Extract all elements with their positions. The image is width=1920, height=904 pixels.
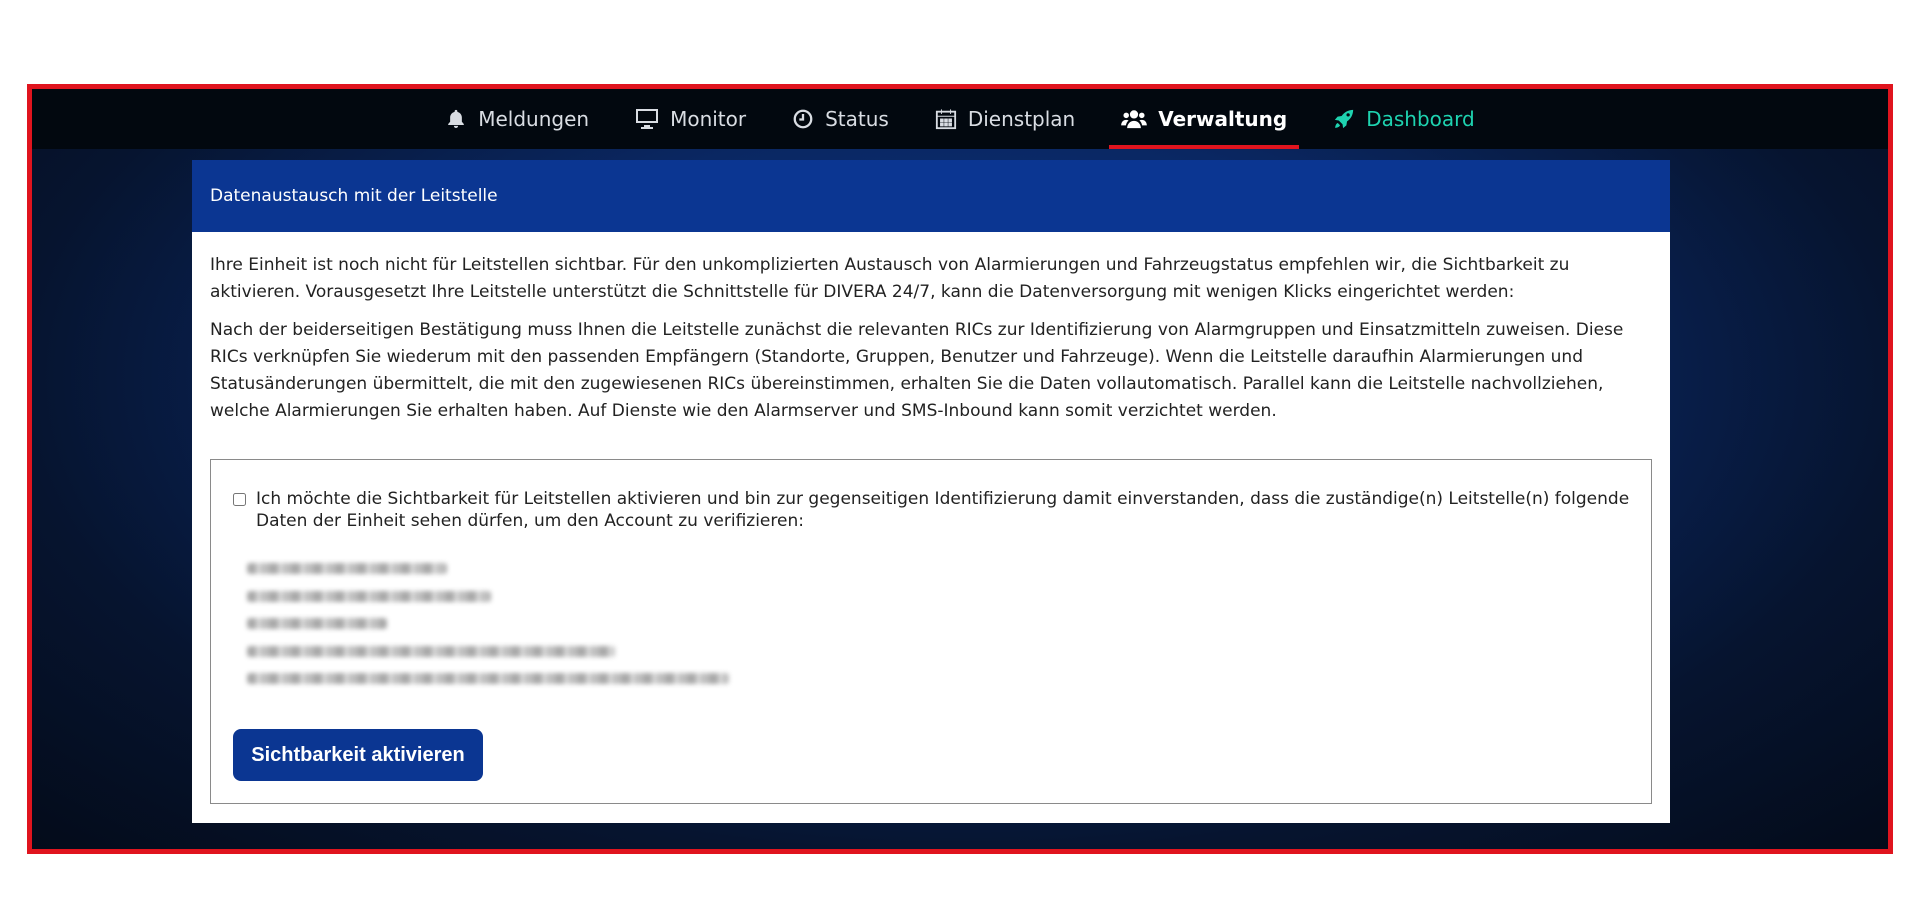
users-icon (1121, 108, 1147, 130)
redacted-line (247, 673, 729, 684)
nav-label: Verwaltung (1158, 107, 1288, 131)
redacted-line (247, 563, 447, 574)
intro-paragraph: Ihre Einheit ist noch nicht für Leitstellen sichtbar. Für den unkomplizierten Austausch von Alarmierungen und Fahrzeugstatus empfehlen wir, die Sichtbarkeit zu aktivieren. Vorausgesetzt Ihre Leitstelle unterstützt die Schnittstelle für DIVERA 24/7, kann die Datenversorgung mit wenigen Klicks eingerichtet werden: (210, 255, 1570, 302)
nav-verwaltung[interactable] (1109, 89, 1299, 149)
details-paragraph: Nach der beiderseitigen Bestätigung muss Ihnen die Leitstelle zunächst die relevanten RICs zur Identifizierung von Alarmgruppen und Einsatzmitteln zuweisen. Diese RICs verknüpfen Sie wiederum mit den passenden Empfängern (Standorte, Gruppen, Benutzer und Fahrzeuge). Wenn die Leitstelle daraufhin Alarmierungen und Statusänderungen übermittelt, die mit den zugewiesenen RICs übereinstimmen, erhalten Sie die Daten vollautomatisch. Parallel kann die Leitstelle nachvollziehen, welche Alarmierungen Sie erhalten haben. Auf Dienste wie den Alarmserver und SMS-Inbound kann somit verzichtet werden. (210, 320, 1624, 421)
nav-dashboard[interactable] (1321, 89, 1487, 149)
redacted-data-list (247, 563, 729, 701)
nav-dienstplan[interactable] (923, 89, 1087, 149)
nav-meldungen[interactable] (433, 89, 601, 149)
nav-label: Dashboard (1366, 107, 1475, 131)
activate-visibility-button[interactable]: Sichtbarkeit aktivieren (233, 729, 483, 781)
nav-label: Meldungen (478, 107, 590, 131)
calendar-icon (935, 108, 957, 130)
nav-status[interactable] (780, 89, 901, 149)
clock-icon (792, 108, 814, 130)
redacted-line (247, 591, 491, 602)
consent-checkbox[interactable] (233, 493, 246, 506)
rocket-icon (1333, 108, 1355, 130)
consent-box (210, 459, 1652, 804)
top-navbar (32, 89, 1888, 149)
desktop-icon (635, 108, 659, 130)
panel-title: Datenaustausch mit der Leitstelle (192, 160, 1670, 232)
app-frame (27, 84, 1893, 854)
nav-monitor[interactable] (623, 89, 758, 149)
nav-label: Monitor (670, 107, 747, 131)
consent-row[interactable] (233, 488, 1631, 532)
redacted-line (247, 618, 387, 629)
bell-icon (445, 108, 467, 130)
redacted-line (247, 646, 615, 657)
consent-label: Ich möchte die Sichtbarkeit für Leitstellen aktivieren und bin zur gegenseitigen Identifizierung damit einverstanden, dass die zuständige(n) Leitstelle(n) folgende Daten der Einheit sehen dürfen, um den Account zu verifizieren: (256, 489, 1630, 531)
panel-body (192, 232, 1670, 425)
nav-label: Status (825, 107, 889, 131)
nav-label: Dienstplan (967, 107, 1076, 131)
leitstelle-panel (192, 160, 1670, 823)
